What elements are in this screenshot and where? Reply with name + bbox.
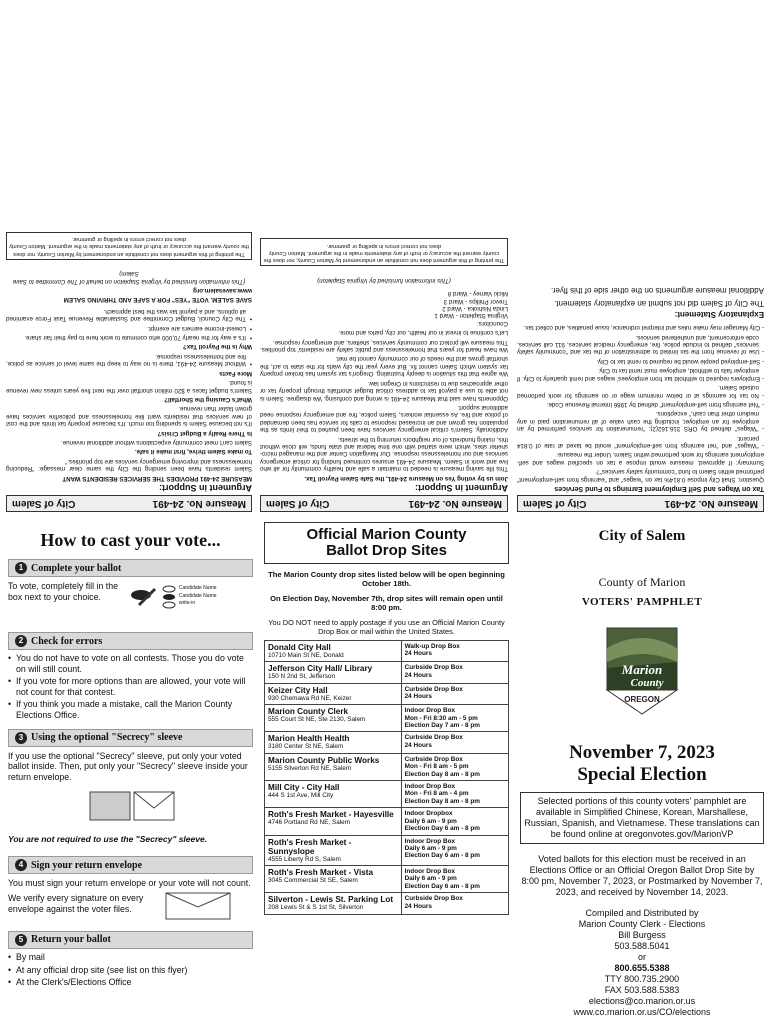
drop-site-row — [265, 662, 509, 683]
drop-site-hours-cell — [401, 662, 508, 683]
argument-heading: Argument in Support: — [415, 483, 508, 493]
argument-paragraph: • It's a way for the nearly 70,000 who commute to work here to pay their fair share. — [6, 334, 252, 341]
cover-county: County of Marion — [598, 575, 686, 589]
step-4-text: You must sign your return envelope or your vote will not count. — [8, 878, 251, 889]
drop-site-type: Indoor Drop Box — [404, 707, 456, 715]
drop-sites-note: The Marion County drop sites listed below will be open beginning October 18th. — [268, 570, 505, 588]
drop-site-location — [265, 835, 402, 865]
tty-number: TTY 800.735.2900 — [604, 974, 680, 984]
drop-site-type: Indoor Dropbox — [404, 810, 453, 818]
drop-site-hours-cell — [401, 835, 508, 865]
step-number: 4 — [15, 859, 27, 871]
drop-site-hours: Daily 6 am - 9 pm Election Day 6 am - 8 pm — [404, 875, 480, 890]
measure-bullet: - Use of revenue from the tax limited to administration of the tax and "community safety services" defined to include police, fire, emergency medical services, 911 call services, code enforcement, and unsheltered services. — [517, 333, 764, 356]
step-1-text: To vote, completely fill in the box next to your choice. — [8, 581, 119, 602]
return-option: • At any official drop site (see list on this flyer) — [8, 965, 253, 976]
signer: Micki Varney - Ward 8 — [447, 290, 508, 298]
argument-header — [6, 495, 252, 512]
measure-number: Measure No. 24-491 — [664, 498, 758, 509]
drop-site-address: 3045 Commercial St SE, Salem — [268, 876, 358, 884]
drop-sites-title-line: Ballot Drop Sites — [326, 542, 447, 559]
cover-city: City of Salem — [598, 528, 686, 544]
election-date: November 7, 2023 — [569, 742, 715, 763]
measure-bullet: - No tax for earnings at or below minimum wage or on earnings for work performed outside Salem. — [517, 384, 764, 399]
drop-site-address: 208 Lewis St & S 1st St, Silverton — [268, 904, 364, 912]
step-label: Check for errors — [31, 635, 103, 647]
cover-pamphlet-title: VOTERS' PAMPHLET — [581, 596, 703, 608]
step-number: 2 — [15, 635, 27, 647]
measure-text-panel — [517, 0, 764, 512]
step-2-bullet: • You do not have to vote on all contests. Those you do vote on will still count. — [8, 653, 253, 674]
drop-site-name: Donald City Hall — [268, 643, 331, 652]
drop-site-name: Marion County Public Works — [268, 755, 380, 765]
drop-site-location — [265, 662, 402, 683]
drop-site-hours-cell — [401, 732, 508, 753]
email-address[interactable]: elections@co.marion.or.us — [588, 996, 696, 1006]
secrecy-sleeve-illustration — [8, 786, 253, 826]
argument-city: City of Salem — [266, 498, 330, 509]
or-text: or — [637, 952, 646, 962]
drop-site-hours: Mon - Fri 8 am - 5 pm Election Day 8 am - 8 pm — [404, 763, 480, 778]
secrecy-sleeve-icon — [86, 786, 176, 826]
argument-paragraph: Additionally, Salem's critical emergency services have been pushed to their limits as the population has grown and an increased response to calls for service has been demanded of police and fire. As essential workers, Salem police, fire and emergency response need additional support. — [260, 403, 508, 434]
step-2-header — [8, 632, 253, 650]
drop-site-hours: 24 Hours — [404, 650, 432, 658]
argument-paragraph: Salem's budget faces a $20 million shortfall over the next five years unless new revenue is found. — [6, 379, 252, 394]
drop-site-name: Marion Health Health — [268, 734, 350, 744]
argument-heading: Argument in Support: — [159, 483, 252, 493]
drop-site-hours: 24 Hours — [404, 902, 432, 910]
drop-site-hours: Mon - Fri 8:30 am - 5 pm Election Day 7 am - 8 pm — [404, 714, 480, 730]
return-option: • At the Clerk's/Elections Office — [8, 977, 253, 988]
clerk-name: Bill Burgess — [618, 930, 666, 940]
cover-panel — [520, 512, 764, 1024]
drop-site-address: 4746 Portland Rd NE, Salem — [268, 819, 351, 827]
phone-number: 503.588.5041 — [614, 941, 670, 951]
drop-site-name: Roth's Fresh Market - Hayesville — [268, 810, 394, 820]
drop-site-location — [265, 732, 402, 753]
envelope-icon — [164, 889, 234, 923]
step-2-bullet: • If you vote for more options than are allowed, your vote will not count for that contest. — [8, 676, 253, 697]
website-link[interactable]: www.co.marion.or.us/CO/elections — [573, 1007, 711, 1017]
drop-site-type: Curbside Drop Box — [404, 895, 463, 903]
drop-site-location — [265, 753, 402, 780]
step-1-header — [8, 559, 253, 577]
drop-site-row — [265, 732, 509, 753]
drop-site-name: Mill City - City Hall — [268, 783, 340, 793]
furnished-by: (This information furnished by Virginia Stapleton on behalf of The Committee to Save Salem) — [12, 270, 246, 285]
drop-site-hours: Daily 6 am - 9 pm Election Day 6 am - 8 pm — [404, 817, 480, 833]
drop-site-name: Silverton - Lewis St. Parking Lot — [268, 895, 394, 905]
drop-sites-title — [264, 522, 509, 564]
step-2-bullet: • If you think you made a mistake, call the Marion County Elections Office. — [8, 699, 253, 720]
drop-site-address: 3180 Center St NE, Salem — [268, 743, 344, 751]
drop-site-row — [265, 893, 509, 914]
signer: Linda Nishioka - Ward 2 — [442, 305, 508, 313]
measure-bullet: - City Manager may make rules and interpret ordinance, issue penalties, and collect tax. — [523, 324, 764, 332]
drop-site-location — [265, 705, 402, 732]
measure-bullet: - Self-employed people would be required to remit tax to City. — [596, 357, 764, 365]
drop-site-location — [265, 641, 402, 662]
measure-header — [517, 495, 764, 512]
measure-title: Tax on Wages and Self Employment Earnings to Fund Services — [554, 485, 764, 492]
drop-site-address: 444 S 1st Ave, Mill City — [268, 792, 334, 800]
drop-site-location — [265, 781, 402, 808]
argument-paragraph: www.savesalem.org — [193, 287, 252, 295]
argument-paragraph: It's not because Salem is spending too much. It's because property tax limits and the cost of new services that residents want like homelessness and police/fire services have grown faster than revenue. — [6, 405, 252, 428]
step-4-verify-text: We verify every signature on every envelope against the voter files. — [8, 892, 144, 914]
drop-site-type: Curbside Drop Box — [404, 755, 463, 763]
argument-paragraph: More Facts — [219, 369, 252, 377]
drop-site-hours: 24 Hours — [404, 693, 432, 701]
measure-bullet: - Employers required to withhold tax from employees' wages and remit quarterly to City. If employer fails to withhold, employee must remit tax to City. — [517, 367, 764, 382]
drop-site-hours-cell — [401, 865, 508, 892]
step-number: 3 — [15, 732, 27, 744]
drop-site-row — [265, 808, 509, 835]
drop-site-location — [265, 865, 402, 892]
drop-site-location — [265, 808, 402, 835]
argument-paragraph: To make Salem thrive, first make it safe. — [134, 448, 252, 456]
drop-site-type: Walk-up Drop Box — [404, 643, 460, 650]
compiled-by: Compiled and Distributed by — [585, 908, 699, 918]
flyer-bottom-half — [0, 512, 770, 1024]
argument-paragraph: SAVE SALEM. VOTE "YES" FOR A SAFE AND THRIVING SALEM — [63, 296, 252, 304]
argument-paragraph: Why is the Payroll Tax? — [183, 343, 252, 351]
argument-paragraph: • Without Measure 24-491, there is no way to keep the same level of service as police, fire and homelessness response. — [6, 353, 252, 368]
drop-site-row — [265, 835, 509, 865]
fax-number: FAX 503.588.5383 — [604, 985, 680, 995]
measure-city: City of Salem — [523, 498, 587, 509]
drop-site-row — [265, 753, 509, 780]
argument-paragraph: Salem can't meet community expectations without additional revenue. — [60, 438, 252, 446]
drop-site-hours-cell — [401, 781, 508, 808]
drop-site-hours: 24 Hours — [404, 741, 432, 749]
step-3-header — [8, 729, 253, 747]
drop-sites-table — [264, 640, 509, 915]
ballot-sample-illustration — [129, 583, 239, 618]
drop-site-address: 930 Chemawa Rd NE, Keizer — [268, 694, 352, 702]
drop-site-row — [265, 781, 509, 808]
step-3-text: If you use the optional "Secrecy" sleeve, put only your voted ballot inside. Then, put only your "Secrecy" sleeve inside your return envelope. — [8, 750, 248, 782]
argument-measure-number: Measure No. 24-491 — [152, 498, 246, 509]
argument-subheading: MEASURE 24-491 PROVIDES THE SERVICES RESIDENTS WANT — [62, 474, 252, 482]
election-title — [520, 742, 764, 786]
argument-header — [260, 495, 508, 512]
drop-site-type: Indoor Drop Box — [404, 867, 456, 875]
drop-site-name: Marion County Clerk — [268, 707, 349, 717]
argument-paragraph: • Lowest-income earners are exempt. — [6, 324, 252, 331]
drop-site-hours-cell — [401, 705, 508, 732]
drop-site-hours-cell — [401, 893, 508, 914]
drop-site-type: Curbside Drop Box — [404, 734, 463, 742]
drop-site-location — [265, 893, 402, 914]
signer: Councilors: — [477, 319, 508, 327]
how-to-title: How to cast your vote... — [40, 530, 221, 550]
drop-site-hours-cell — [401, 808, 508, 835]
measure-question: Question: Shall City impose 0.814% tax on "wages" and "earnings from self-employment" performed within Salem to fund "community safety services"? — [517, 468, 764, 483]
argument-paragraph: Let's continue to invest in our health, our city, parks and more. — [338, 329, 508, 337]
step-label: Return your ballot — [31, 934, 111, 946]
drop-site-row — [265, 865, 509, 892]
drop-site-row — [265, 705, 509, 732]
drop-site-location — [265, 683, 402, 704]
measure-summary: Summary: If approved, measure would impose a tax on specified wages and self-employment earnings for work performed within Salem. Under the measure: — [517, 451, 764, 466]
measure-bullet: - "Wages" defined by ORS 316.162(2): "remuneration for services performed by an employee for an employer, including the cash value of all remuneration paid in any medium other than cash," exceptions. — [517, 410, 764, 433]
argument-city: City of Salem — [12, 498, 76, 509]
argument-measure-number: Measure No. 24-491 — [408, 498, 502, 509]
ballot-sample-line: Candidate Name — [179, 585, 217, 591]
argument-paragraph: • The City Council, Budget Committee and Sustainable Revenue Task Force examined all options, and a payroll tax was the best approach. — [6, 307, 252, 322]
clerk-office: Marion County Clerk - Elections — [578, 919, 706, 929]
disclaimer: The printing of this argument does not constitute an endorsement by Marion County, nor does the county warrant the accuracy or truth of any statements made in the argument. Marion County does not correct errors in spelling or grammar. — [260, 238, 508, 266]
drop-site-address: 4555 Liberty Rd S, Salem — [268, 855, 341, 863]
drop-sites-note: On Election Day, November 7th, drop sites will remain open until 8:00 pm. — [270, 594, 503, 612]
explanatory-heading: Explanatory Statement: — [674, 309, 764, 319]
argument-paragraph: What's Causing the Shortfall? — [164, 395, 252, 403]
toll-free-number: 800.655.5388 — [614, 963, 670, 973]
step-label: Complete your ballot — [31, 562, 122, 574]
how-to-vote-panel — [8, 512, 253, 1024]
step-label: Using the optional "Secrecy" sleeve — [31, 732, 183, 744]
measure-bullet: - "Net earnings from self-employment" defined by 1986 Internal Revenue Code. — [546, 400, 764, 408]
secrecy-note: You are not required to use the "Secrecy" sleeve. — [8, 834, 208, 845]
drop-site-row — [265, 683, 509, 704]
argument-paragraph: Salem residents have been sending the City the same clear message: "Reducing homelessness and improving emergency services are top priorities." — [6, 457, 252, 473]
drop-site-hours-cell — [401, 641, 508, 662]
argument-subheading: Join us by voting Yes on Measure 24-491, the Safe Salem Payroll Tax. — [304, 474, 508, 482]
step-number: 1 — [15, 562, 27, 574]
argument-panel-1 — [6, 0, 252, 512]
election-type: Special Election — [577, 764, 707, 785]
argument-paragraph: Is There Really a Budget Crisis? — [157, 429, 252, 437]
drop-site-name: Roth's Fresh Market - Sunnyslope — [268, 837, 352, 856]
logo-text: County — [630, 677, 664, 689]
signer: Trevor Phillips - Ward 3 — [443, 297, 508, 305]
argument-paragraph: We agree that this situation is deeply frustrating. Oregon's tax system has broken property tax system which Salem cannot fix. But every year the city waits for the state to act, the shortfall grows and the needs of our community cannot be met. — [260, 355, 508, 378]
explanatory-text: The City of Salem did not submit an explanatory statement. — [554, 299, 764, 309]
argument-panel-2 — [260, 0, 508, 512]
signer: Virginia Stapleton - Ward 1 — [434, 312, 508, 320]
drop-site-hours: Mon - Fri 8 am - 4 pm Election Day 8 am - 8 pm — [404, 790, 480, 805]
drop-site-type: Curbside Drop Box — [404, 685, 463, 693]
drop-sites-postage-note: You DO NOT need to apply postage if you use an Official Marion County Drop Box or mail within the United States. — [268, 618, 505, 636]
step-5-header — [8, 931, 253, 949]
drop-site-hours-cell — [401, 753, 508, 780]
argument-paragraph: Opponents have said that Measure 24-491 is wrong and confusing. We disagree. Salem is not able to use a payroll tax to address critical budget shortfalls through property tax or other approaches due to restrictions in Oregon law. — [260, 379, 508, 402]
drop-site-hours: Daily 6 am - 9 pm Election Day 6 am - 8 pm — [404, 844, 480, 860]
step-4-header — [8, 856, 253, 874]
marion-county-logo — [597, 618, 687, 718]
drop-site-hours-cell — [401, 683, 508, 704]
drop-site-row — [265, 641, 509, 662]
drop-sites-title-line: Official Marion County — [306, 526, 467, 543]
drop-site-address: 10710 Main St NE, Donald — [268, 652, 344, 659]
return-option: • By mail — [8, 952, 253, 963]
drop-site-name: Roth's Fresh Market - Vista — [268, 867, 374, 877]
drop-sites-panel — [264, 512, 509, 1024]
measure-bullet: - "Wages" and "net earnings from self-employment" would be taxed at rate of 0.814 percent. — [517, 434, 764, 449]
drop-site-address: 555 Court St NE, Ste 2130, Salem — [268, 716, 366, 724]
furnished-by: (This information furnished by Virginia Stapleton) — [317, 276, 451, 284]
step-number: 5 — [15, 934, 27, 946]
additional-note: Additional measure arguments on the other side of this flyer. — [550, 285, 764, 295]
ballot-sample-line: write-in — [179, 600, 196, 606]
disclaimer: The printing of this argument does not constitute an endorsement by Marion County, nor does the county warrant the accuracy or truth of any statements made in the argument. Marion County does not correct errors in spelling or grammar. — [6, 232, 252, 260]
drop-site-type: Indoor Drop Box — [404, 783, 456, 791]
logo-text: Marion — [621, 662, 663, 677]
translations-note: Selected portions of this county voters' pamphlet are available in Simplified Chinese, Korean, Marshallese, Russian, Spanish, and Vietnamese. These translations can be found online at oregonvotes.gov/MarionVP — [520, 792, 764, 844]
drop-site-name: Jefferson City Hall/ Library — [268, 664, 373, 674]
drop-site-address: 150 N 2nd St, Jefferson — [268, 673, 336, 681]
ballot-deadline-note: Voted ballots for this election must be received in an Elections Office or an Official Oregon Ballot Drop Site by 8:00 pm, November 7, 2023, or Postmarked by November 7, 2023, and received by November 14, 2023. — [521, 854, 763, 897]
logo-text: OREGON — [624, 695, 660, 704]
argument-paragraph: We have heard for years that homelessness and public safety are residents' top priorities. This measure will protect our community services, shelters, and emergency response. — [260, 338, 508, 354]
drop-site-address: 5155 Silverton Rd NE, Salem — [268, 764, 352, 772]
ballot-sample-line: Candidate Name — [179, 592, 217, 599]
drop-site-hours: 24 Hours — [404, 671, 432, 679]
drop-site-type: Curbside Drop Box — [404, 664, 463, 672]
drop-site-name: Keizer City Hall — [268, 685, 328, 695]
drop-site-type: Indoor Drop Box — [404, 837, 456, 845]
argument-paragraph: This life saving measure is needed to maintain a safe and healthy community for all who live and work in Salem. Measure 24-491 ensures continued funding for critical emergency services and our homelessness response. Our Navigation Center and the managed micro-shelter sites, which were started with one time federal and state funds, will close without this, risking hundreds of our neighbors returning to the streets. — [260, 435, 508, 473]
step-label: Sign your return envelope — [31, 859, 143, 871]
